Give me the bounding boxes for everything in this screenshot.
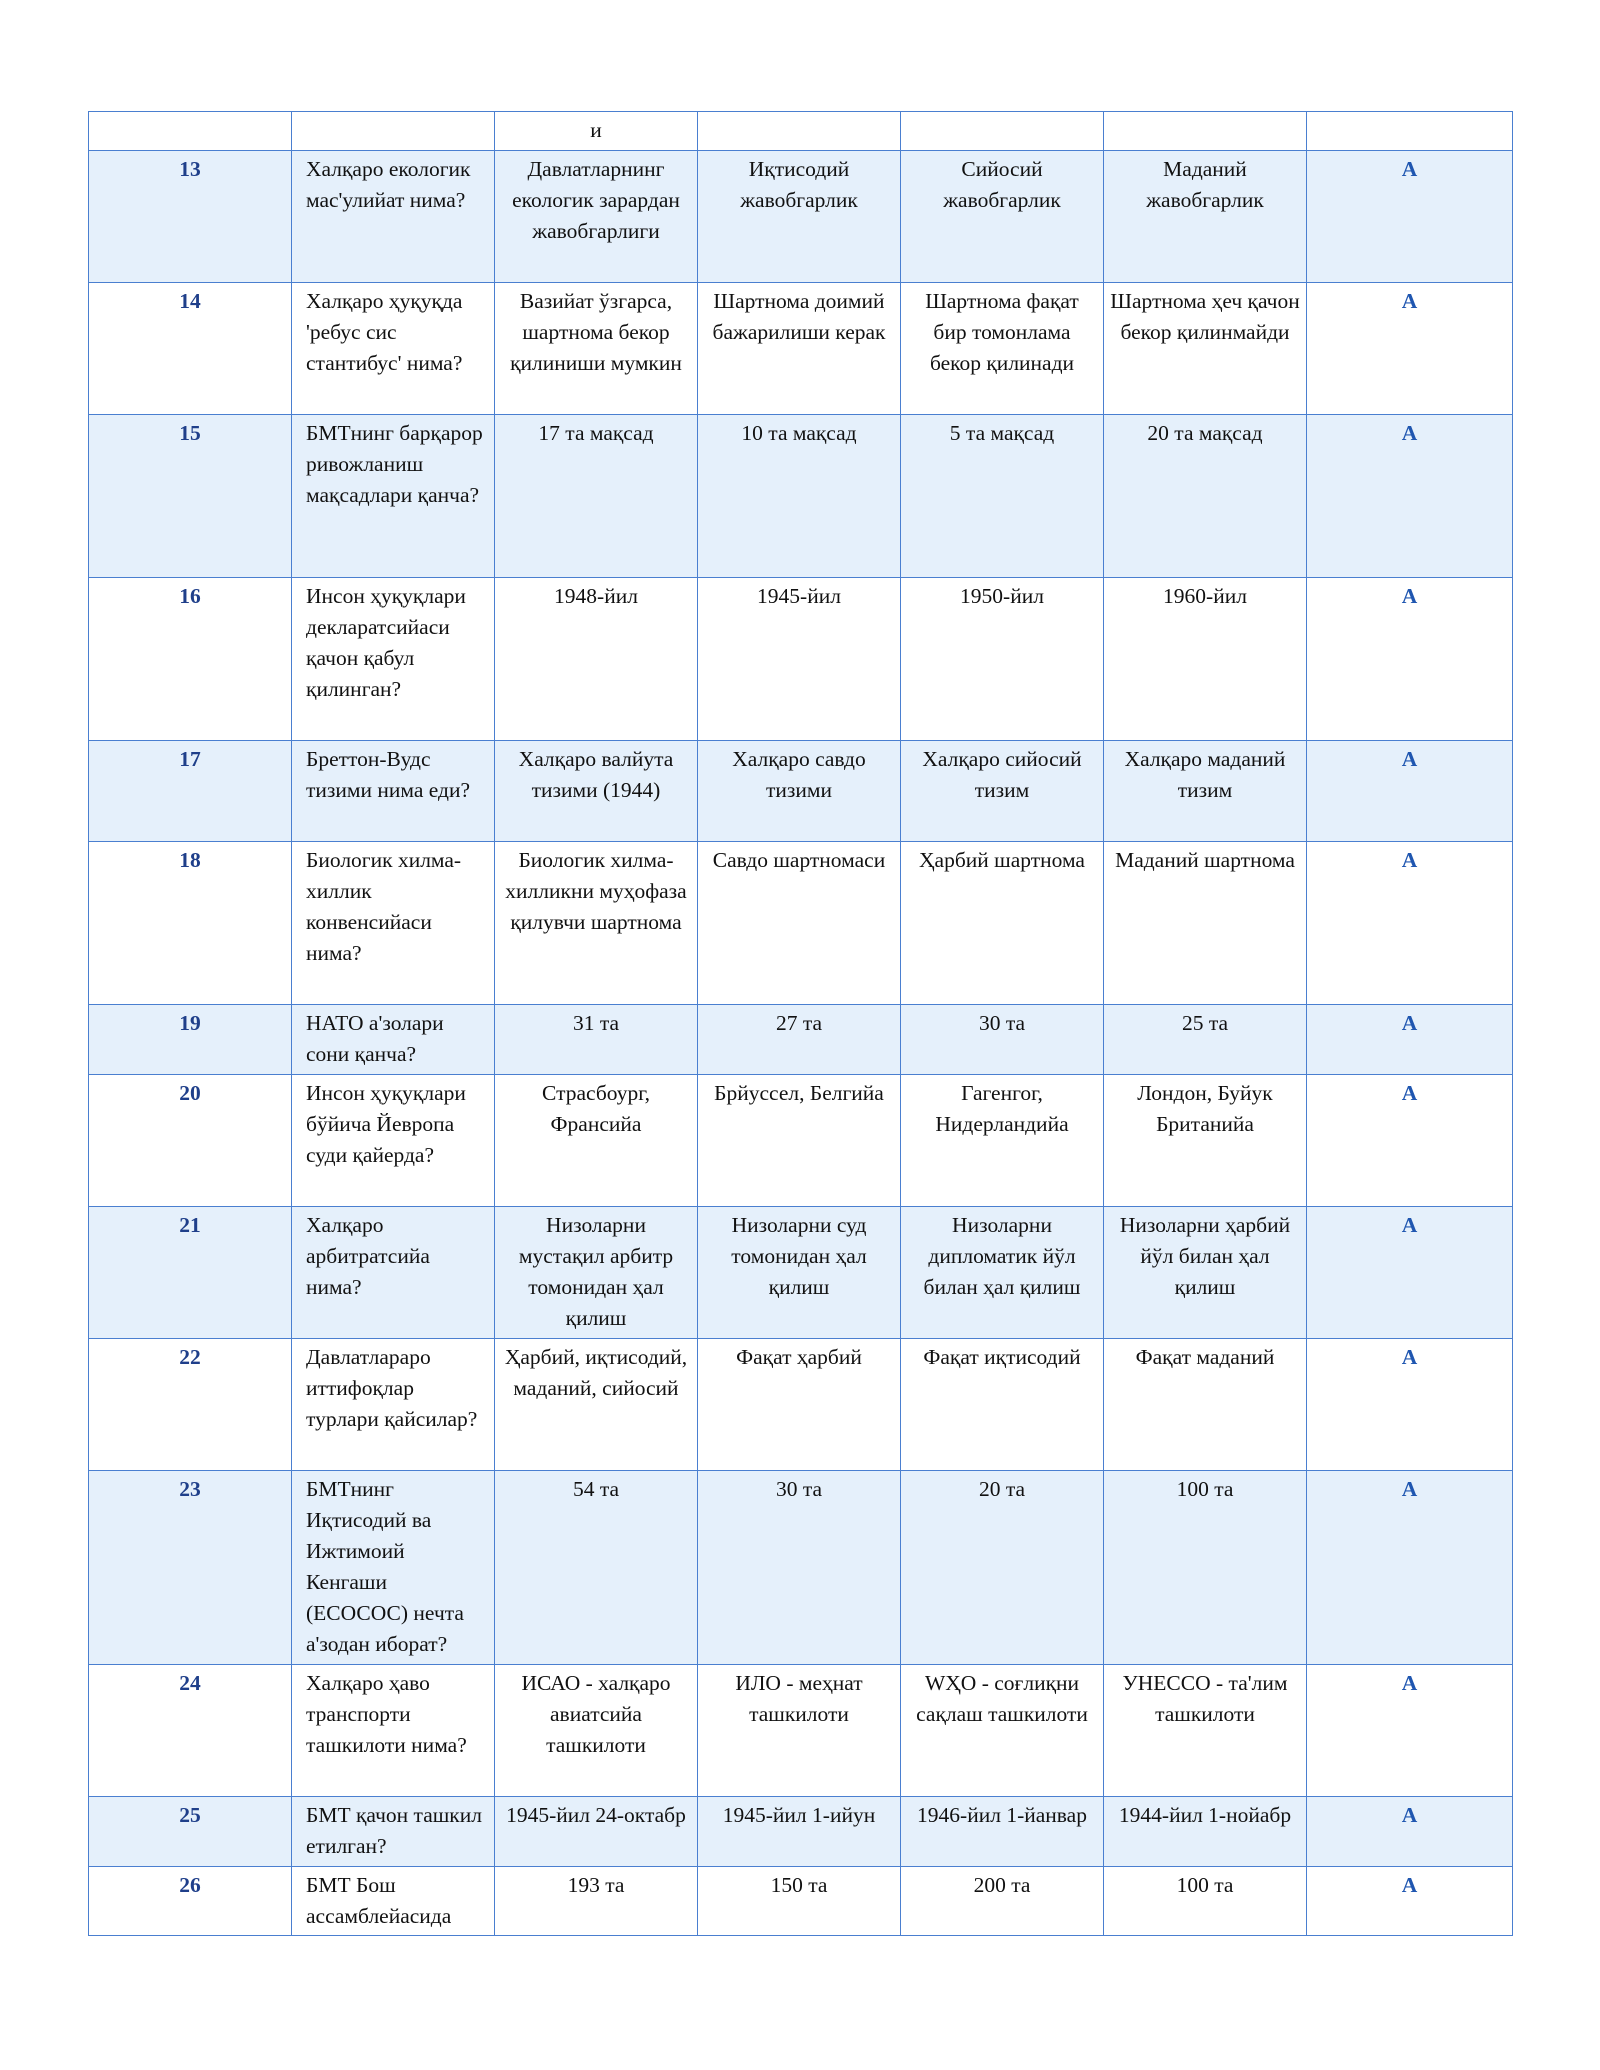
cell-option-d: 100 та — [1104, 1867, 1307, 1936]
cell-option-a: 193 та — [495, 1867, 698, 1936]
cell-num: 26 — [89, 1867, 292, 1936]
cell-question: Инсон ҳуқуқлари бўйича Йевропа суди қайерда? — [292, 1075, 495, 1207]
cell-option-b: Иқтисодий жавобгарлик — [698, 151, 901, 283]
cell-option-a: Халқаро валйута тизими (1944) — [495, 741, 698, 842]
cell-num: 20 — [89, 1075, 292, 1207]
cell-option-c: 30 та — [901, 1005, 1104, 1075]
cell-option-a: Низоларни мустақил арбитр томонидан ҳал қилиш — [495, 1207, 698, 1339]
cell-question: Халқаро ҳуқуқда 'ребус сис стантибус' нима? — [292, 283, 495, 415]
cell-option-d — [1104, 112, 1307, 151]
cell-question: БМТ қачон ташкил етилган? — [292, 1797, 495, 1867]
cell-num: 23 — [89, 1471, 292, 1665]
cell-num: 21 — [89, 1207, 292, 1339]
cell-question: Биологик хилма-хиллик конвенсийаси нима? — [292, 842, 495, 1005]
cell-option-b: Халқаро савдо тизими — [698, 741, 901, 842]
cell-num: 18 — [89, 842, 292, 1005]
cell-option-b: Фақат ҳарбий — [698, 1339, 901, 1471]
cell-question: Давлатлараро иттифоқлар турлари қайсилар? — [292, 1339, 495, 1471]
cell-option-c: 1946-йил 1-йанвар — [901, 1797, 1104, 1867]
cell-answer: A — [1307, 1665, 1513, 1797]
table-row — [89, 415, 1513, 578]
cell-answer — [1307, 112, 1513, 151]
cell-option-a: 1945-йил 24-октабр — [495, 1797, 698, 1867]
cell-option-c: Шартнома фақат бир томонлама бекор қилинади — [901, 283, 1104, 415]
cell-option-d: 1960-йил — [1104, 578, 1307, 741]
cell-option-c: WҲО - соғлиқни сақлаш ташкилоти — [901, 1665, 1104, 1797]
cell-option-d: Маданий шартнома — [1104, 842, 1307, 1005]
cell-option-a: 31 та — [495, 1005, 698, 1075]
cell-option-a: Вазийат ўзгарса, шартнома бекор қилиниши мумкин — [495, 283, 698, 415]
cell-option-d: Шартнома ҳеч қачон бекор қилинмайди — [1104, 283, 1307, 415]
cell-option-b: Шартнома доимий бажарилиши керак — [698, 283, 901, 415]
cell-option-b: Савдо шартномаси — [698, 842, 901, 1005]
cell-num: 16 — [89, 578, 292, 741]
cell-option-b: 1945-йил — [698, 578, 901, 741]
cell-option-a: 1948-йил — [495, 578, 698, 741]
table-row — [89, 1471, 1513, 1665]
cell-option-a: ИСАО - халқаро авиатсийа ташкилоти — [495, 1665, 698, 1797]
table-row — [89, 1207, 1513, 1339]
cell-option-a: Ҳарбий, иқтисодий, маданий, сийосий — [495, 1339, 698, 1471]
cell-option-c: Сийосий жавобгарлик — [901, 151, 1104, 283]
cell-num: 17 — [89, 741, 292, 842]
cell-num: 13 — [89, 151, 292, 283]
table-row — [89, 1005, 1513, 1075]
cell-question: БМТнинг Иқтисодий ва Ижтимоий Кенгаши (ЕСОСОС) нечта а'зодан иборат? — [292, 1471, 495, 1665]
cell-option-d: Лондон, Буйук Британийа — [1104, 1075, 1307, 1207]
cell-option-c: 20 та — [901, 1471, 1104, 1665]
cell-option-d: 100 та — [1104, 1471, 1307, 1665]
cell-option-d: Низоларни ҳарбий йўл билан ҳал қилиш — [1104, 1207, 1307, 1339]
cell-option-c: 200 та — [901, 1867, 1104, 1936]
cell-option-b: Брйуссел, Белгийа — [698, 1075, 901, 1207]
cell-question: Инсон ҳуқуқлари декларатсийаси қачон қабул қилинган? — [292, 578, 495, 741]
cell-num: 24 — [89, 1665, 292, 1797]
table-row — [89, 1075, 1513, 1207]
cell-question: БМТ Бош ассамблейасида — [292, 1867, 495, 1936]
cell-num: 25 — [89, 1797, 292, 1867]
table-row — [89, 1797, 1513, 1867]
table-row — [89, 1339, 1513, 1471]
cell-option-b: 30 та — [698, 1471, 901, 1665]
cell-num: 15 — [89, 415, 292, 578]
cell-option-d: УНЕССО - та'лим ташкилоти — [1104, 1665, 1307, 1797]
cell-answer: A — [1307, 1471, 1513, 1665]
cell-option-d: 20 та мақсад — [1104, 415, 1307, 578]
cell-num — [89, 112, 292, 151]
table-row — [89, 741, 1513, 842]
cell-num: 22 — [89, 1339, 292, 1471]
cell-option-d: Фақат маданий — [1104, 1339, 1307, 1471]
cell-option-a: и — [495, 112, 698, 151]
cell-option-c: Халқаро сийосий тизим — [901, 741, 1104, 842]
cell-answer: A — [1307, 1005, 1513, 1075]
table-row — [89, 1867, 1513, 1936]
cell-option-a: 54 та — [495, 1471, 698, 1665]
cell-answer: A — [1307, 1207, 1513, 1339]
table-row — [89, 842, 1513, 1005]
document-page — [88, 111, 1512, 1936]
cell-answer: A — [1307, 578, 1513, 741]
cell-question: Халқаро екологик мас'улийат нима? — [292, 151, 495, 283]
cell-option-d: Халқаро маданий тизим — [1104, 741, 1307, 842]
cell-num: 14 — [89, 283, 292, 415]
cell-answer: A — [1307, 151, 1513, 283]
cell-option-c: Низоларни дипломатик йўл билан ҳал қилиш — [901, 1207, 1104, 1339]
quiz-table — [88, 111, 1513, 1936]
table-row — [89, 578, 1513, 741]
cell-option-b: 150 та — [698, 1867, 901, 1936]
cell-option-c — [901, 112, 1104, 151]
cell-answer: A — [1307, 741, 1513, 842]
cell-question: НАТО а'золари сони қанча? — [292, 1005, 495, 1075]
cell-option-c: 5 та мақсад — [901, 415, 1104, 578]
cell-answer: A — [1307, 1797, 1513, 1867]
cell-num: 19 — [89, 1005, 292, 1075]
cell-option-d: Маданий жавобгарлик — [1104, 151, 1307, 283]
cell-question: БМТнинг барқарор ривожланиш мақсадлари қанча? — [292, 415, 495, 578]
cell-option-c: 1950-йил — [901, 578, 1104, 741]
table-row — [89, 283, 1513, 415]
cell-option-b — [698, 112, 901, 151]
cell-question — [292, 112, 495, 151]
cell-option-b: 27 та — [698, 1005, 901, 1075]
cell-answer: A — [1307, 1339, 1513, 1471]
cell-option-a: Страсбоург, Франсийа — [495, 1075, 698, 1207]
cell-option-c: Ҳарбий шартнома — [901, 842, 1104, 1005]
cell-answer: A — [1307, 283, 1513, 415]
cell-option-b: 1945-йил 1-ийун — [698, 1797, 901, 1867]
cell-option-d: 25 та — [1104, 1005, 1307, 1075]
cell-answer: A — [1307, 842, 1513, 1005]
cell-option-b: ИЛО - меҳнат ташкилоти — [698, 1665, 901, 1797]
cell-question: Халқаро арбитратсийа нима? — [292, 1207, 495, 1339]
quiz-table-body — [89, 112, 1513, 1936]
cell-answer: A — [1307, 1075, 1513, 1207]
cell-option-c: Фақат иқтисодий — [901, 1339, 1104, 1471]
cell-answer: A — [1307, 1867, 1513, 1936]
cell-answer: A — [1307, 415, 1513, 578]
table-row-continuation — [89, 112, 1513, 151]
cell-option-b: Низоларни суд томонидан ҳал қилиш — [698, 1207, 901, 1339]
table-row — [89, 1665, 1513, 1797]
cell-option-a: Давлатларнинг екологик зарардан жавобгарлиги — [495, 151, 698, 283]
cell-option-d: 1944-йил 1-нойабр — [1104, 1797, 1307, 1867]
cell-option-a: Биологик хилма-хилликни муҳофаза қилувчи шартнома — [495, 842, 698, 1005]
table-row — [89, 151, 1513, 283]
cell-option-a: 17 та мақсад — [495, 415, 698, 578]
cell-question: Халқаро ҳаво транспорти ташкилоти нима? — [292, 1665, 495, 1797]
cell-option-c: Гагенгог, Нидерландийа — [901, 1075, 1104, 1207]
cell-option-b: 10 та мақсад — [698, 415, 901, 578]
cell-question: Бреттон-Вудс тизими нима еди? — [292, 741, 495, 842]
